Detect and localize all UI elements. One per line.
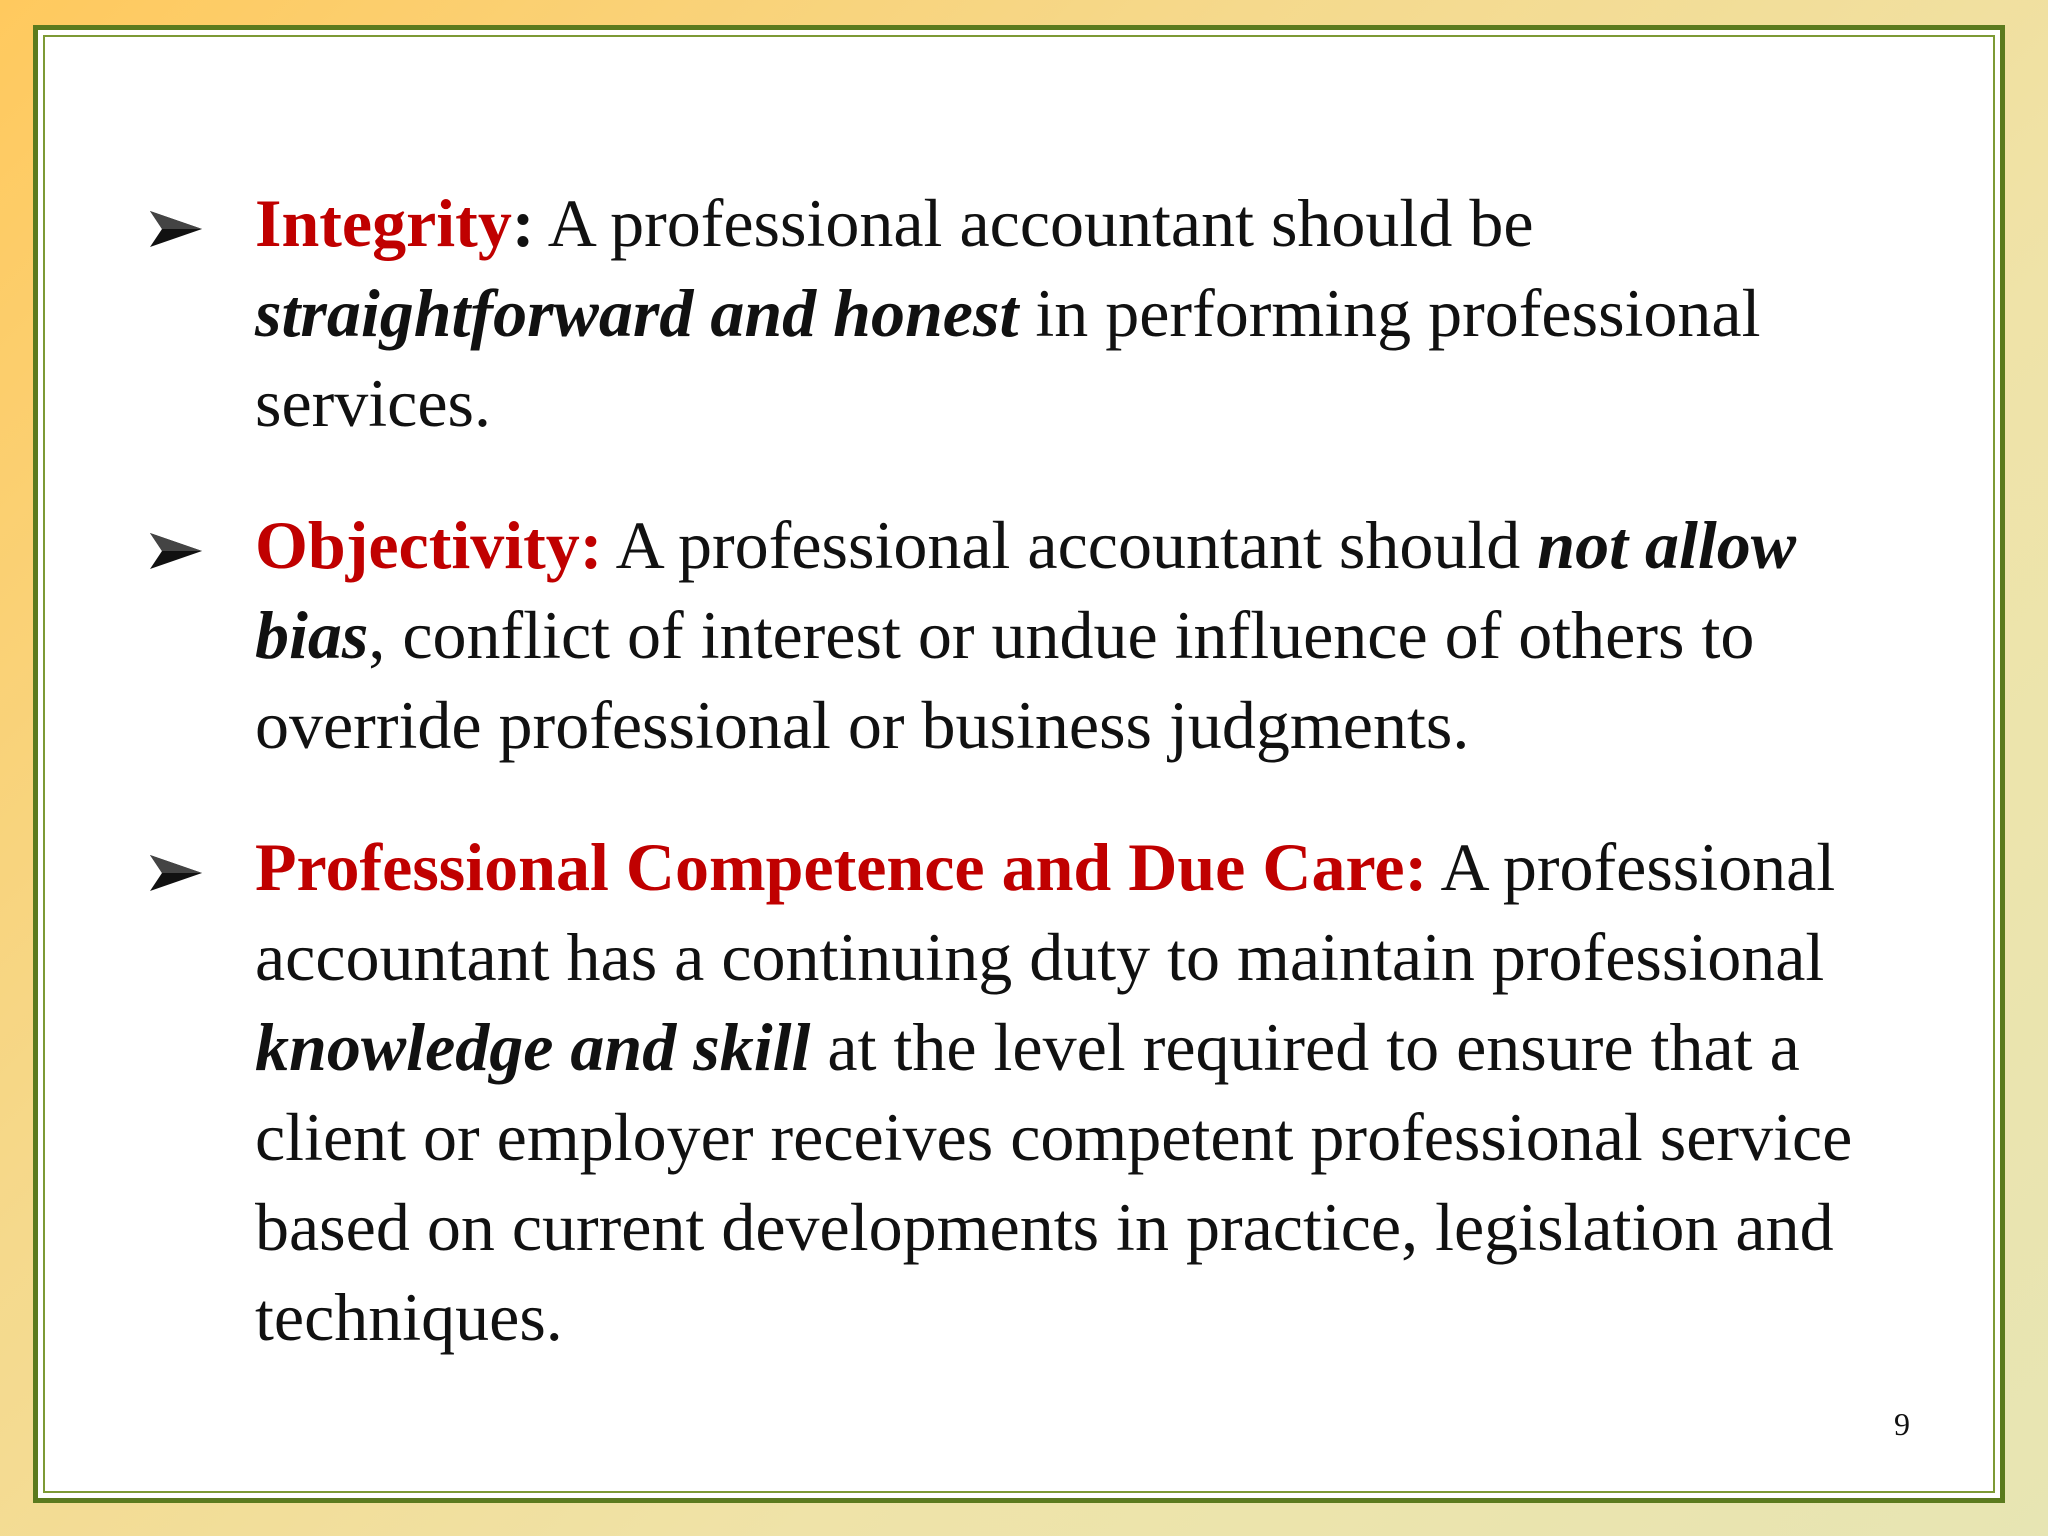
bullet-text: in performing professional services. — [255, 275, 1761, 441]
term-professional-competence: Professional Competence and Due Care: — [255, 829, 1428, 905]
page-number: 9 — [1894, 1406, 1910, 1442]
arrowhead-bullet-icon — [150, 533, 202, 569]
bullet-text: A professional accountant should be — [534, 185, 1534, 261]
arrowhead-bullet-icon — [150, 855, 202, 891]
emphasis-text: knowledge and skill — [255, 1009, 811, 1085]
bullet-list — [150, 178, 1910, 1362]
term-colon: : — [511, 185, 535, 261]
emphasis-text: not allow bias — [255, 507, 1797, 673]
bullet-professional-competence — [150, 822, 1910, 1362]
arrowhead-bullet-icon — [150, 211, 202, 247]
bullet-text: A professional accountant should — [602, 507, 1538, 583]
slide-frame — [33, 25, 2005, 1503]
term-integrity: Integrity — [255, 185, 512, 261]
bullet-text: at the level required to ensure that a client or employer receives competent professional service based on current developments in practice, legislation and techniques. — [255, 1009, 1853, 1355]
bullet-objectivity — [150, 500, 1910, 770]
bullet-integrity — [150, 178, 1910, 448]
term-objectivity: Objectivity: — [255, 507, 603, 583]
emphasis-text: straightforward and honest — [255, 275, 1019, 351]
bullet-text: , conflict of interest or undue influence of others to override professional or business judgments. — [255, 597, 1755, 763]
bullet-text: A professional accountant has a continuing duty to maintain professional — [255, 829, 1836, 995]
